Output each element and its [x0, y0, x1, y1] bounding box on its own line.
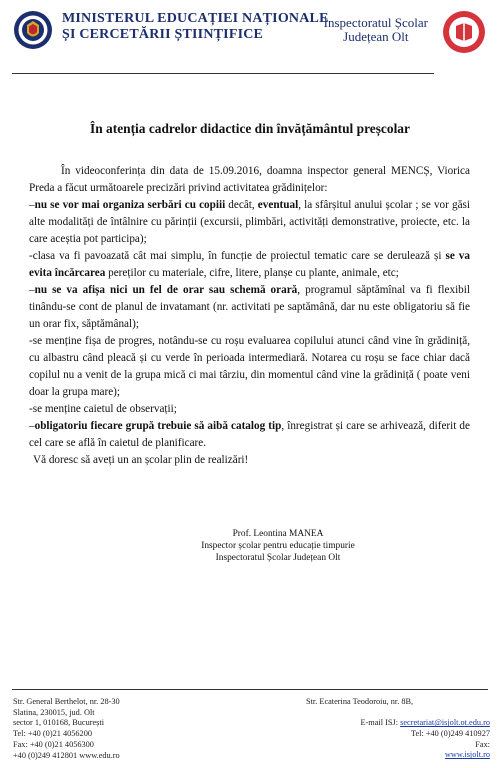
- footer-ministry-web: +40 (0)249 412801 www.edu.ro: [13, 750, 120, 760]
- signature-institution: Inspectoratul Școlar Județean Olt: [215, 553, 341, 563]
- signature-name: Prof. Leontina MANEA: [232, 529, 324, 539]
- paragraph-orar: –nu se va afișa nici un fel de orar sau schemă orară, programul săptămînal va fi flexibil tinându-se cont de planul de invatamant (nr. activitati pe saptămână, dar nu este obligatoriu să fie un orar fix, săptămânal);: [29, 284, 470, 330]
- eventual-emphasis: eventual: [257, 199, 299, 211]
- isj-title-line2: Județean Olt: [343, 29, 409, 44]
- footer-isj-contact: [320, 697, 490, 761]
- isj-title: [324, 16, 428, 44]
- footer-isj-address: Str. Ecaterina Teodoroiu, nr. 8B,: [306, 697, 414, 706]
- document-body: [29, 163, 470, 469]
- footer-email-link[interactable]: secretariat@isjolt.ot.edu.ro: [400, 718, 490, 728]
- footer-ministry-tel: Tel: +40 (0)21 4056200: [13, 729, 92, 739]
- isj-logo-icon: [442, 10, 486, 54]
- catalog-text: , înregistrat și care se arhivează, diferit de cel care se află în caietul de planificare.: [29, 420, 470, 449]
- signature-block: [0, 528, 500, 564]
- catalog-emphasis: obligatoriu fiecare grupă trebuie să aibă catalog tip: [34, 420, 282, 432]
- paragraph-catalog: –obligatoriu fiecare grupă trebuie să aibă catalog tip, înregistrat și care se arhivează, diferit de cel care se află în caietul de planificare.: [29, 420, 470, 449]
- footer-ministry-address: Str. General Berthelot, nr. 28-30: [13, 697, 120, 706]
- footer-sector: sector 1, 010168, București: [13, 718, 105, 728]
- footer-email-label: E-mail ISJ:: [360, 718, 401, 728]
- paragraph-pavoazare: [29, 248, 470, 282]
- ministry-crest-icon: [13, 10, 53, 50]
- footer-email-line: [320, 718, 490, 729]
- header-divider: [12, 73, 434, 74]
- paragraph-serbari: –nu se vor mai organiza serbări cu copiii decât, eventual, la sfârșitul anului școlar ; se vor găsi alte modalități de întâlnire cu părinții (excursii, plimbări, activități demonstrative, proiecte, etc. la care aceștia pot participa);: [29, 199, 470, 245]
- footer-city: Slatina, 230015, jud. Olt: [13, 707, 95, 717]
- pavoazare-text2: pereților cu materiale, cifre, litere, planșe cu plante, animale, etc;: [105, 267, 399, 279]
- footer-isj-fax: Fax:: [475, 739, 490, 749]
- serbari-text2: , la sfârșitul anului școlar ; se vor găsi alte modalități de întâlnire cu părinții (excursii, plimbări, activități demonstrative, proiecte, etc. la care aceștia pot participa);: [29, 199, 470, 245]
- ministry-title: [62, 11, 329, 43]
- pavoazare-emphasis: se va evita încărcarea: [29, 250, 470, 279]
- isj-title-line1: Inspectoratul Școlar: [323, 15, 428, 30]
- paragraph-fisa-progres: -se menține fișa de progres, notându-se cu roșu evaluarea copilului atunci când vine în grădiniță, cu albastru când pleacă și cu verde în perioada intermediară. Notarea cu roșu se face chiar dacă copilul nu a venit de la grupa mică ci mai târziu, din momentul când vine la grădiniță ( poate veni doar la grupa mare);: [29, 335, 470, 398]
- paragraph-closing: Vă doresc să aveți un an școlar plin de realizări!: [33, 454, 249, 466]
- footer-isj-tel: Tel: +40 (0)249 410927: [411, 729, 490, 739]
- serbari-text1: decât,: [225, 199, 258, 211]
- page-title: În atenția cadrelor didactice din învățământul preșcolar: [90, 121, 410, 136]
- orar-text: , programul săptămînal va fi flexibil tinându-se cont de planul de invatamant (nr. activitati pe saptămână, dar nu este obligatoriu să fie un orar fix, săptămânal);: [29, 284, 470, 330]
- footer-ministry-fax: Fax: +40 (0)21 4056300: [13, 739, 94, 749]
- ministry-title-line1: MINISTERUL EDUCAȚIEI NAȚIONALE: [62, 11, 329, 26]
- paragraph-caiet: -se menține caietul de observații;: [29, 403, 177, 415]
- footer-divider: [12, 689, 488, 690]
- ministry-title-line2: ȘI CERCETĂRII ȘTIINȚIFICE: [62, 27, 264, 42]
- footer-isj-web-link[interactable]: www.isjolt.ro: [444, 750, 490, 760]
- orar-emphasis: nu se va afișa nici un fel de orar sau schemă orară: [34, 284, 298, 296]
- footer-ministry-contact: [13, 697, 120, 761]
- paragraph-intro: În videoconferința din data de 15.09.2016, doamna inspector general MENCȘ, Viorica Preda a făcut următoarele precizări privind activitatea grădinițelor:: [29, 165, 470, 194]
- serbari-emphasis: nu se vor mai organiza serbări cu copiii: [34, 199, 226, 211]
- signature-role: Inspector școlar pentru educație timpurie: [201, 541, 355, 551]
- pavoazare-text1: -clasa va fi pavoazată cât mai simplu, în funcție de proiectul tematic care se derulează și: [29, 250, 446, 262]
